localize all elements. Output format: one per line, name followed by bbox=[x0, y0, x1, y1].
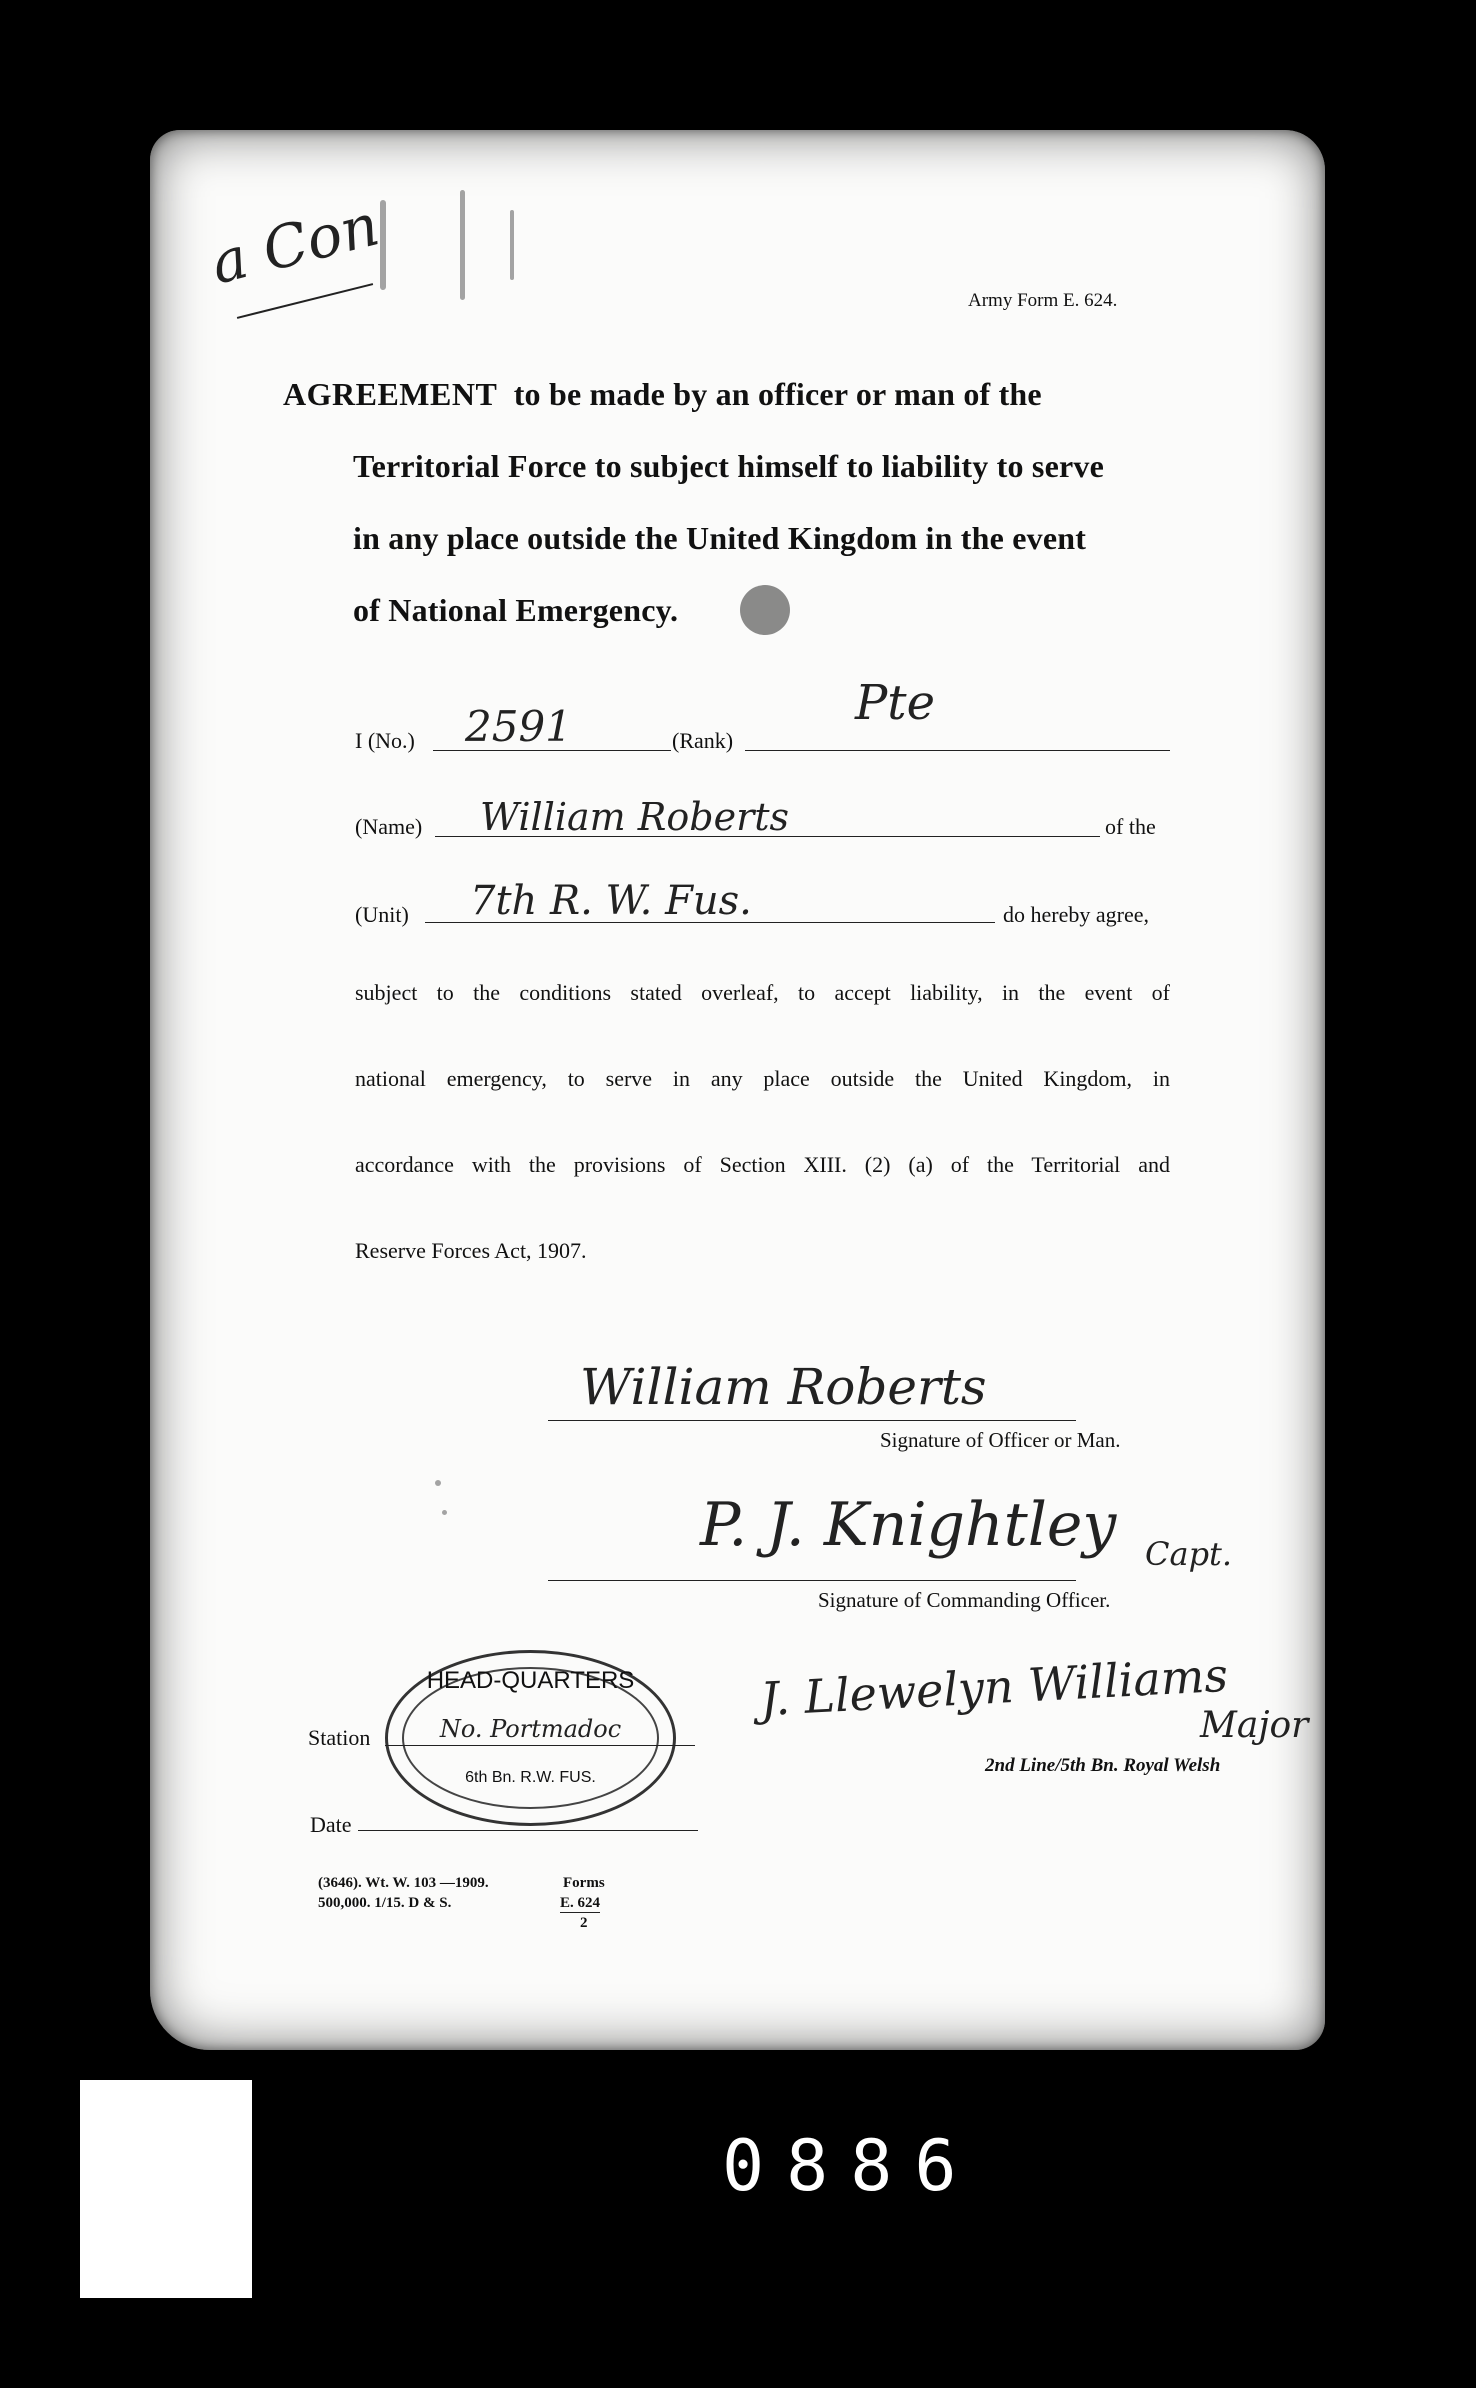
footer-line-1: (3646). Wt. W. 103 —1909. bbox=[318, 1875, 489, 1891]
body-line-3: accordance with the provisions of Section XIII. (2) (a) of the Territorial and bbox=[355, 1152, 1170, 1177]
name-value: William Roberts bbox=[480, 795, 790, 839]
footer-forms-sub: 2 bbox=[580, 1915, 588, 1931]
unit-suffix: do hereby agree, bbox=[1003, 902, 1149, 927]
man-signature-line bbox=[548, 1420, 1076, 1421]
form-number: Army Form E. 624. bbox=[968, 290, 1118, 311]
stamp-middle: No. Portmadoc bbox=[439, 1715, 622, 1743]
name-label: (Name) bbox=[355, 814, 423, 839]
heading-line3: in any place outside the United Kingdom in the event bbox=[353, 520, 1087, 556]
heading-line2: Territorial Force to subject himself to liability to serve bbox=[353, 448, 1104, 484]
second-rank: Major bbox=[1200, 1705, 1309, 1746]
footer-forms-ref: E. 624 bbox=[560, 1895, 601, 1911]
frame-number: 0886 bbox=[722, 2125, 979, 2207]
second-signature: J. Llewelyn Williams bbox=[758, 1647, 1230, 1727]
unit-stamp: 2nd Line/5th Bn. Royal Welsh bbox=[985, 1755, 1221, 1776]
footer-line-2: 500,000. 1/15. D & S. bbox=[318, 1895, 452, 1911]
body-line-4: Reserve Forces Act, 1907. bbox=[355, 1238, 587, 1263]
rank-line bbox=[745, 750, 1170, 751]
no-label: I (No.) bbox=[355, 728, 415, 753]
rank-value: Pte bbox=[855, 675, 935, 731]
officer-signature-line bbox=[548, 1580, 1076, 1581]
officer-signature-caption: Signature of Commanding Officer. bbox=[818, 1588, 1111, 1612]
date-line bbox=[358, 1830, 698, 1831]
officer-signature: P. J. Knightley bbox=[700, 1490, 1117, 1560]
body-line-2: national emergency, to serve in any place outside the United Kingdom, in bbox=[355, 1066, 1170, 1091]
footer-forms-label: Forms bbox=[563, 1875, 605, 1891]
heading-keyword: AGREEMENT bbox=[283, 376, 498, 412]
station-line bbox=[385, 1745, 695, 1746]
unit-label: (Unit) bbox=[355, 902, 409, 927]
name-suffix: of the bbox=[1105, 814, 1156, 839]
no-value: 2591 bbox=[465, 702, 572, 751]
man-signature: William Roberts bbox=[580, 1358, 987, 1416]
rank-label: (Rank) bbox=[672, 728, 734, 753]
headquarters-stamp bbox=[385, 1650, 676, 1826]
handwritten-annotation: a Con bbox=[204, 190, 386, 298]
officer-rank: Capt. bbox=[1145, 1535, 1233, 1573]
station-label: Station bbox=[308, 1725, 371, 1750]
date-label: Date bbox=[310, 1812, 352, 1837]
white-marker-box bbox=[80, 2080, 252, 2298]
heading-line4: of National Emergency. bbox=[353, 592, 679, 628]
man-signature-caption: Signature of Officer or Man. bbox=[880, 1428, 1121, 1452]
unit-value: 7th R. W. Fus. bbox=[470, 878, 752, 924]
stamp-top: HEAD-QUARTERS bbox=[426, 1667, 635, 1694]
stamp-bottom: 6th Bn. R.W. FUS. bbox=[465, 1769, 596, 1786]
heading-line1: to be made by an officer or man of the bbox=[513, 376, 1042, 412]
body-line-1: subject to the conditions stated overleaf, to accept liability, in the event of bbox=[355, 980, 1170, 1005]
heading bbox=[283, 358, 1183, 646]
